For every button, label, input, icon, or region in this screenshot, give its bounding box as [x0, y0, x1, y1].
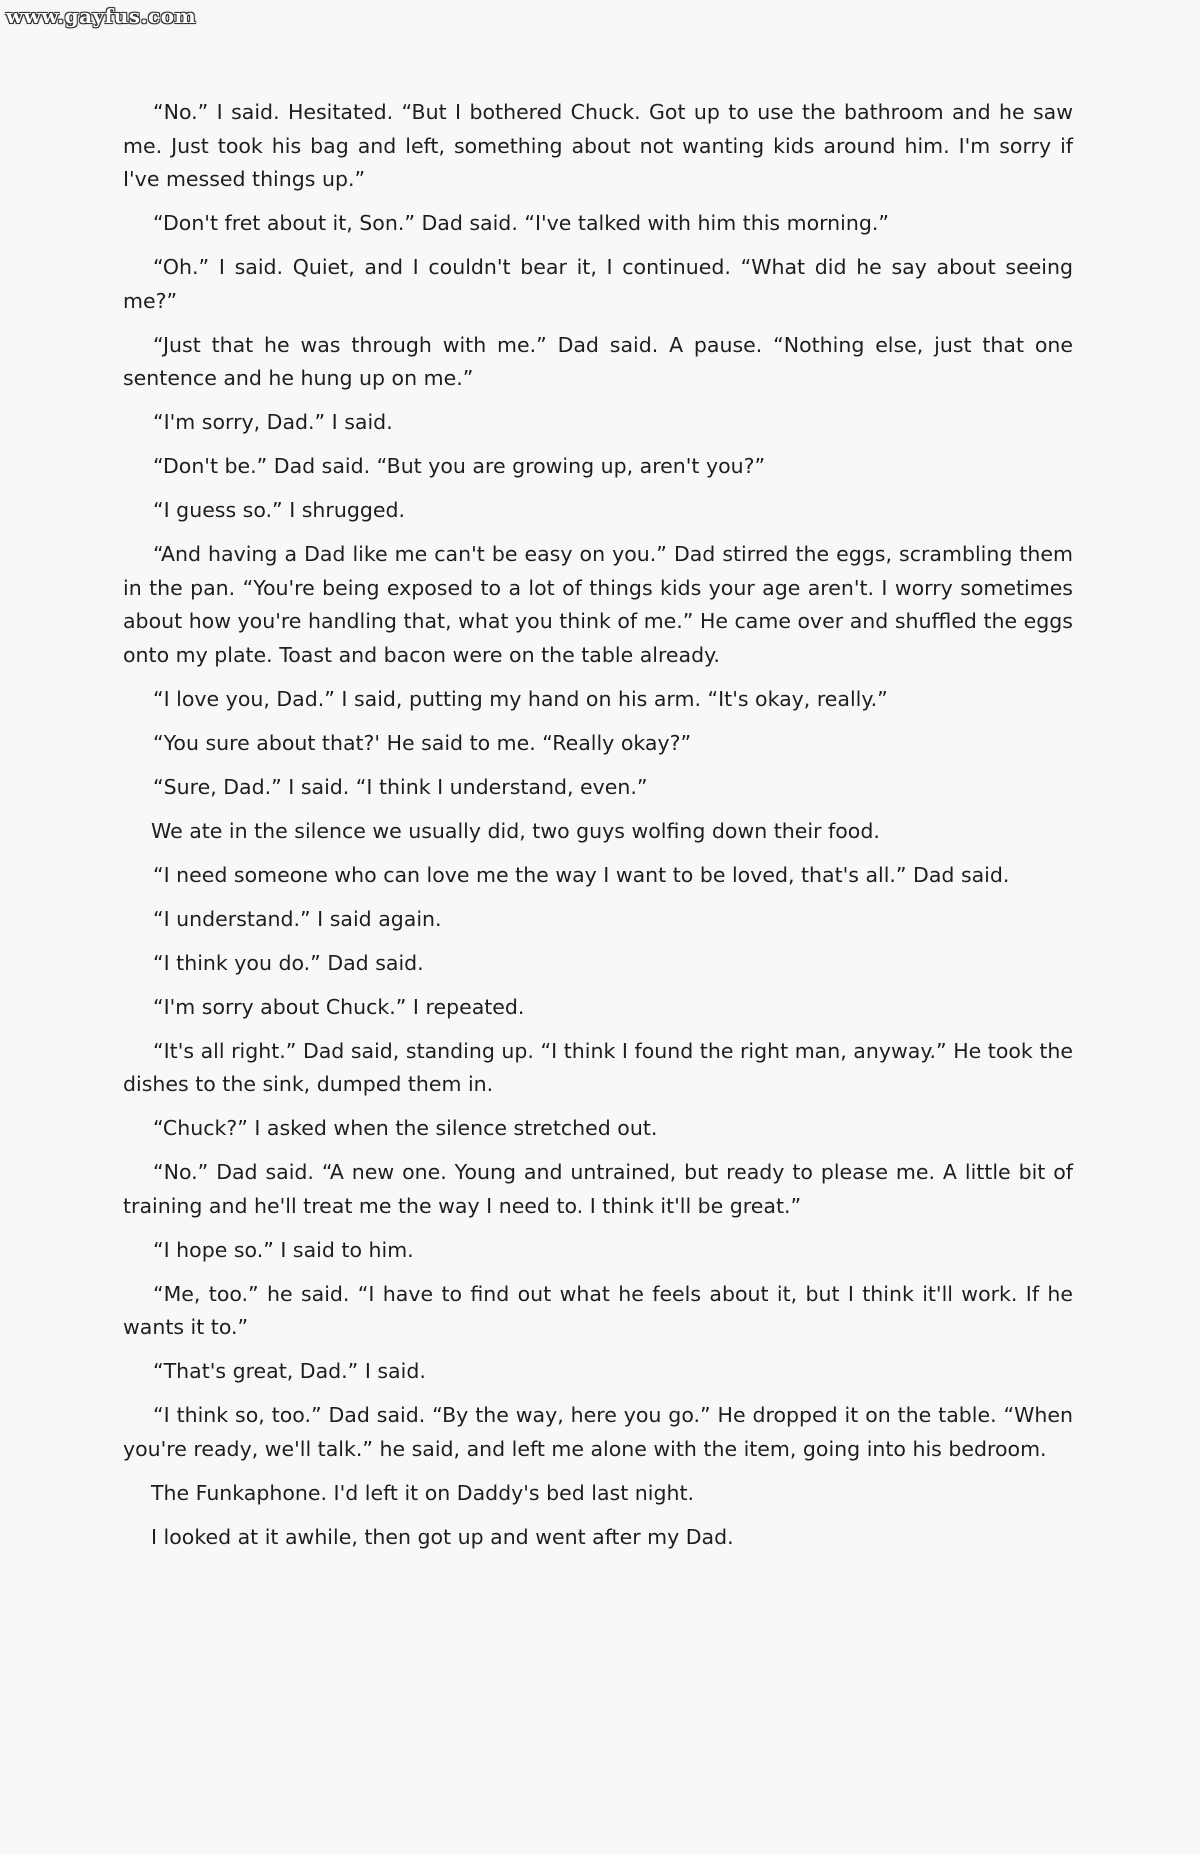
- paragraph: “Oh.” I said. Quiet, and I couldn't bear it, I continued. “What did he say about seeing me?”: [123, 255, 1073, 313]
- paragraph: “I'm sorry about Chuck.” I repeated.: [153, 994, 525, 1019]
- paragraph: “Me, too.” he said. “I have to find out what he feels about it, but I think it'll work. If he wants it to.”: [123, 1281, 1073, 1339]
- paragraph: I looked at it awhile, then got up and went after my Dad.: [151, 1524, 734, 1549]
- paragraph: “No.” I said. Hesitated. “But I bothered Chuck. Got up to use the bathroom and he saw me. Just took his bag and left, something about not wanting kids around him. I'm sorry if I've messed things up.”: [123, 100, 1073, 191]
- paragraph: The Funkaphone. I'd left it on Daddy's bed last night.: [151, 1480, 695, 1505]
- paragraph: “I need someone who can love me the way I want to be loved, that's all.” Dad said.: [153, 862, 1010, 887]
- paragraph: “Don't be.” Dad said. “But you are growing up, aren't you?”: [153, 454, 766, 478]
- paragraph: “Chuck?” I asked when the silence stretched out.: [153, 1116, 658, 1140]
- paragraph: “I think so, too.” Dad said. “By the way, here you go.” He dropped it on the table. “When you're ready, we'll talk.” he said, and left me alone with the item, going into his bedroom.: [123, 1403, 1073, 1461]
- site-watermark: www.gayfus.com: [6, 4, 197, 28]
- paragraph: “I'm sorry, Dad.” I said.: [153, 410, 393, 434]
- paragraph: “Sure, Dad.” I said. “I think I understand, even.”: [153, 774, 648, 799]
- paragraph: “I think you do.” Dad said.: [153, 950, 424, 975]
- paragraph: “Don't fret about it, Son.” Dad said. “I've talked with him this morning.”: [153, 211, 890, 235]
- paragraph: “Just that he was through with me.” Dad said. A pause. “Nothing else, just that one sentence and he hung up on me.”: [123, 332, 1073, 390]
- paragraph: “And having a Dad like me can't be easy on you.” Dad stirred the eggs, scrambling them in the pan. “You're being exposed to a lot of things kids your age aren't. I worry sometimes about how you're handling that, what you think of me.” He came over and shuffled the eggs onto my plate. Toast and bacon were on the table already.: [123, 542, 1073, 667]
- paragraph: “I guess so.” I shrugged.: [153, 498, 406, 522]
- paragraph: “It's all right.” Dad said, standing up. “I think I found the right man, anyway.” He took the dishes to the sink, dumped them in.: [123, 1038, 1073, 1096]
- paragraph: “You sure about that?' He said to me. “Really okay?”: [153, 730, 692, 755]
- paragraph: “No.” Dad said. “A new one. Young and untrained, but ready to please me. A little bit of training and he'll treat me the way I need to. I think it'll be great.”: [123, 1160, 1073, 1218]
- story-text: [123, 96, 1073, 1565]
- paragraph: “I love you, Dad.” I said, putting my hand on his arm. “It's okay, really.”: [153, 686, 888, 711]
- paragraph: We ate in the silence we usually did, two guys wolfing down their food.: [151, 818, 880, 843]
- paragraph: “I hope so.” I said to him.: [153, 1237, 414, 1262]
- paragraph: “That's great, Dad.” I said.: [153, 1359, 426, 1383]
- paragraph: “I understand.” I said again.: [153, 906, 442, 931]
